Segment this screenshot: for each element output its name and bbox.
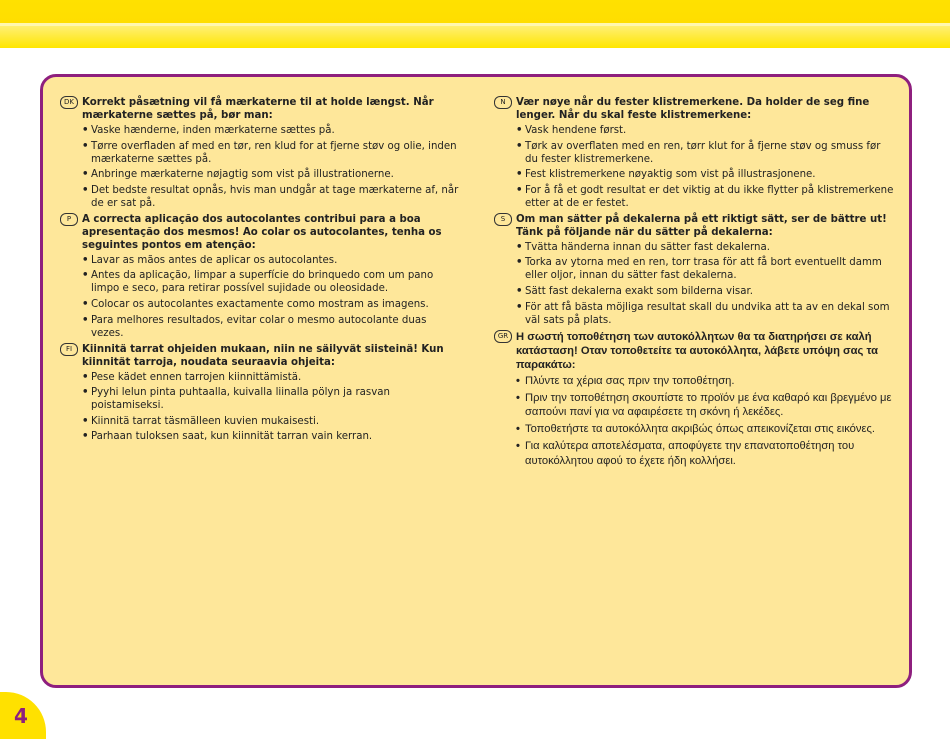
top-yellow-band: [0, 0, 950, 48]
lang-badge-dk: DK: [60, 96, 78, 109]
instruction-list: [82, 124, 460, 210]
list-item: • Τοποθετήστε τα αυτοκόλλητα ακριβώς όπως απεικονίζεται στις εικόνες.: [516, 422, 894, 437]
list-item: • För att få bästa möjliga resultat skall du undvika att ta av en dekal som väl sats på plats.: [516, 301, 894, 327]
list-item: • For å få et godt resultat er det viktig at du ikke flytter på klistremerkene etter at de er festet.: [516, 184, 894, 210]
list-item: • Για καλύτερα αποτελέσματα, αποφύγετε την επανατοποθέτηση του αυτοκόλλητου αφού το έχετε ήδη κολλήσει.: [516, 439, 894, 468]
section-heading: Vær nøye når du fester klistremerkene. Da holder de seg fine lenger. Når du skal feste klistremerkene:: [516, 97, 870, 121]
band-highlight-stripe: [0, 23, 950, 26]
section-p: [60, 213, 460, 340]
list-item: • Kiinnitä tarrat täsmälleen kuvien mukaisesti.: [82, 415, 460, 428]
list-item: • Vaske hænderne, inden mærkaterne sættes på.: [82, 124, 460, 137]
list-item: • Vask hendene først.: [516, 124, 894, 137]
instruction-list: [516, 374, 894, 469]
left-column: [60, 96, 460, 446]
instruction-list: [82, 254, 460, 340]
section-heading: A correcta aplicação dos autocolantes contribui para a boa apresentação dos mesmos! Ao colar os autocolantes, tenha os seguintes pontos em atenção:: [82, 213, 442, 251]
section-heading: Kiinnitä tarrat ohjeiden mukaan, niin ne säilyvät siisteinä! Kun kiinnität tarroja, noudata seuraavia ohjeita:: [82, 343, 444, 368]
lang-badge-s: S: [494, 213, 512, 226]
list-item: • Det bedste resultat opnås, hvis man undgår at tage mærkaterne af, når de er sat på.: [82, 184, 460, 210]
page-number: 4: [14, 704, 28, 728]
section-heading: Korrekt påsætning vil få mærkaterne til at holde længst. Når mærkaterne sættes på, bør man:: [82, 97, 434, 121]
list-item: • Pese kädet ennen tarrojen kiinnittämistä.: [82, 371, 460, 384]
instruction-list: [516, 241, 894, 327]
list-item: • Sätt fast dekalerna exakt som bilderna visar.: [516, 285, 894, 298]
list-item: • Torka av ytorna med en ren, torr trasa för att få bort eventuellt damm eller oljor, innan du sätter fast dekalerna.: [516, 256, 894, 282]
list-item: • Anbringe mærkaterne nøjagtig som vist på illustrationerne.: [82, 168, 460, 181]
list-item: • Lavar as mãos antes de aplicar os autocolantes.: [82, 254, 460, 267]
list-item: • Πλύντε τα χέρια σας πριν την τοποθέτηση.: [516, 374, 894, 389]
list-item: • Fest klistremerkene nøyaktig som vist på illustrasjonene.: [516, 168, 894, 181]
list-item: • Tørk av overflaten med en ren, tørr klut for å fjerne støv og smuss før du fester klistremerkene.: [516, 140, 894, 166]
list-item: • Parhaan tuloksen saat, kun kiinnität tarran vain kerran.: [82, 430, 460, 443]
section-fi: [60, 343, 460, 444]
lang-badge-fi: FI: [60, 343, 78, 356]
section-n: [494, 96, 894, 210]
lang-badge-n: N: [494, 96, 512, 109]
section-dk: [60, 96, 460, 210]
list-item: • Colocar os autocolantes exactamente como mostram as imagens.: [82, 298, 460, 311]
section-heading: Η σωστή τοποθέτηση των αυτοκόλλητων θα τα διατηρήσει σε καλή κατάσταση! Οταν τοποθετείτε τα αυτοκόλλητα, λάβετε υπόψη σας τα παρακάτω:: [516, 330, 879, 371]
instruction-list: [82, 371, 460, 444]
section-gr: [494, 330, 894, 469]
section-heading: Om man sätter på dekalerna på ett riktigt sätt, ser de bättre ut! Tänk på följande när du sätter på dekalerna:: [516, 213, 887, 238]
instruction-list: [516, 124, 894, 210]
list-item: • Para melhores resultados, evitar colar o mesmo autocolante duas vezes.: [82, 314, 460, 340]
list-item: • Antes da aplicação, limpar a superfície do brinquedo com um pano limpo e seco, para retirar possível sujidade ou oleosidade.: [82, 269, 460, 295]
lang-badge-gr: GR: [494, 330, 512, 343]
list-item: • Pyyhi lelun pinta puhtaalla, kuivalla liinalla pölyn ja rasvan poistamiseksi.: [82, 386, 460, 412]
right-column: [494, 96, 894, 471]
lang-badge-p: P: [60, 213, 78, 226]
list-item: • Tvätta händerna innan du sätter fast dekalerna.: [516, 241, 894, 254]
section-s: [494, 213, 894, 327]
list-item: • Tørre overfladen af med en tør, ren klud for at fjerne støv og olie, inden mærkaterne sættes på.: [82, 140, 460, 166]
list-item: • Πριν την τοποθέτηση σκουπίστε το προϊόν με ένα καθαρό και βρεγμένο με σαπούνι πανί για να αφαιρέσετε τη σκόνη ή λεκέδες.: [516, 391, 894, 420]
